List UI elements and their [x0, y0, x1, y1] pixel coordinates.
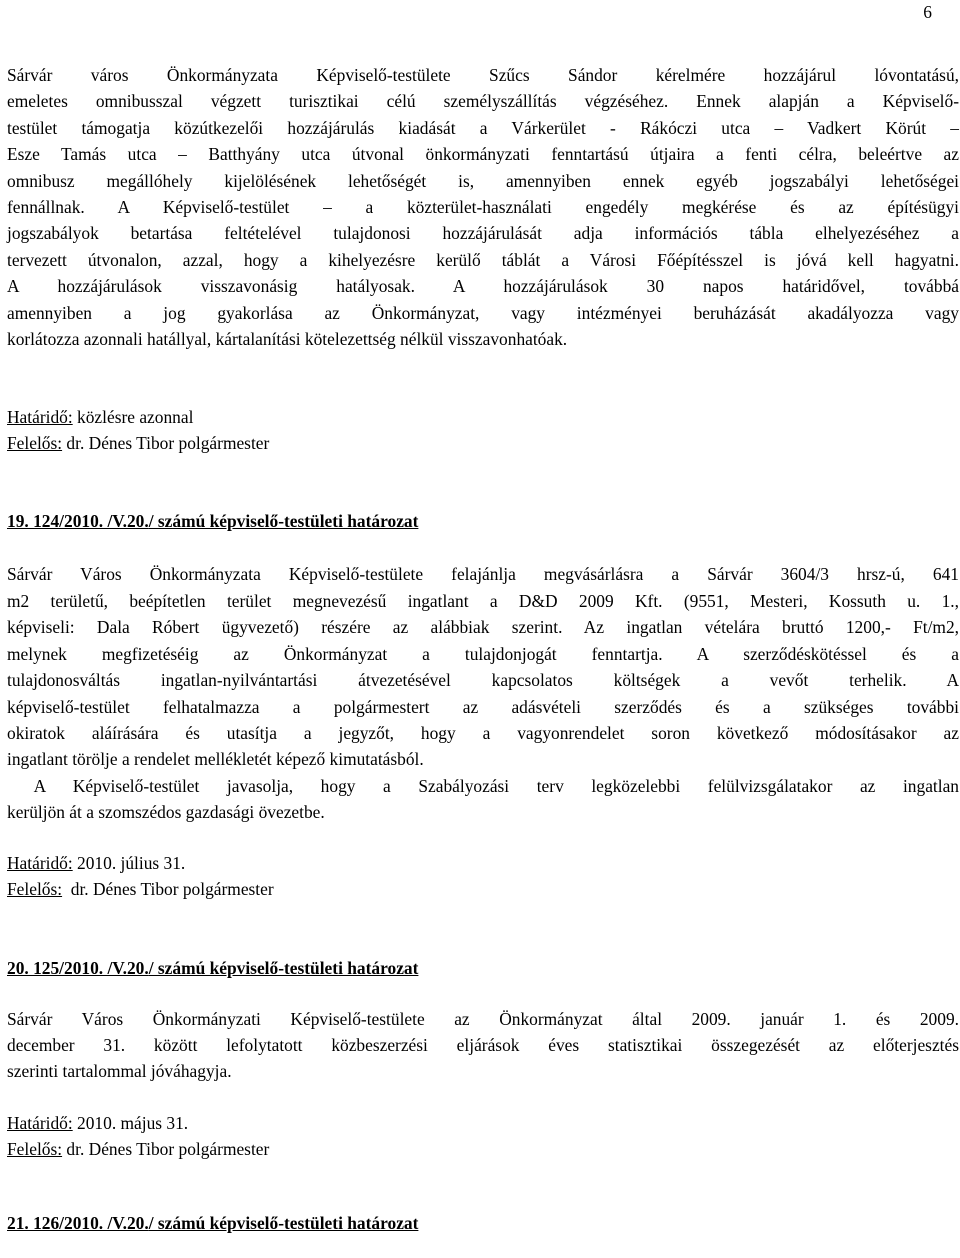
deadline-line [7, 404, 959, 430]
resolution-heading-19 [7, 508, 959, 534]
text-line: képviseli: Dala Róbert ügyvezető) részére az alábbiak szerint. Az ingatlan vételára bruttó 1200,- Ft/m2, [7, 617, 959, 638]
paragraph-resolution19 [7, 561, 959, 825]
deadline-label: Határidő: [7, 852, 73, 873]
responsible-line [7, 430, 959, 456]
text-line: testület támogatja közútkezelői hozzájárulás kiadását a Várkerület - Rákóczi utca – Vadkert Körút – [7, 117, 959, 138]
responsible-label: Felelős: [7, 1138, 63, 1159]
responsible-value: dr. Dénes Tibor polgármester [62, 1138, 270, 1159]
text-line: Sárvár Város Önkormányzata Képviselő-testülete felajánlja megvásárlásra a Sárvár 3604/3 hrsz-ú, 641 [7, 564, 959, 585]
text-line: Sárvár város Önkormányzata Képviselő-testülete Szűcs Sándor kérelmére hozzájárul lóvontatású, [7, 65, 959, 85]
deadline-line [7, 1110, 959, 1136]
deadline-value: 2010. július 31. [72, 852, 186, 873]
text-line: ingatlant törölje a rendelet mellékletét képező kimutatásból. [7, 749, 424, 770]
deadline-value: közlésre azonnal [72, 407, 194, 428]
heading-number: 20. 125/2010. /V.20. [7, 957, 149, 978]
text-line: december 31. között lefolytatott közbeszerzési eljárások éves statisztikai összegezését az előterjesztés [7, 1034, 959, 1055]
heading-number: 21. 126/2010. /V.20. [7, 1212, 149, 1233]
heading-rest: / számú képviselő-testületi határozat [148, 511, 419, 532]
deadline-value: 2010. május 31. [72, 1112, 189, 1133]
responsible-line [7, 1136, 959, 1162]
text-line: kerüljön át a szomszédos gazdasági övezetbe. [7, 802, 325, 823]
responsible-value: dr. Dénes Tibor polgármester [62, 878, 274, 899]
text-line: fennállnak. A Képviselő-testület – a közterület-használati engedély megkérése és az építésügyi [7, 197, 959, 218]
page-number: 6 [923, 2, 932, 22]
text-line: A Képviselő-testület javasolja, hogy a Szabályozási terv legközelebbi felülvizsgálatakor az ingatlan [7, 775, 959, 796]
resolution-heading-20 [7, 955, 959, 981]
deadline-line [7, 850, 959, 876]
heading-rest: / számú képviselő-testületi határozat [148, 957, 419, 978]
document-body [7, 62, 959, 1236]
text-line: Esze Tamás utca – Batthyány utca útvonal önkormányzati fenntartású útjaira a fenti célra, beleértve az [7, 144, 959, 165]
deadline-label: Határidő: [7, 1112, 73, 1133]
text-line: tulajdonosváltás ingatlan-nyilvántartási átvezetésével kapcsolatos költségek a vevőt terhelik. A [7, 670, 959, 691]
text-line: emeletes omnibusszal végzett turisztikai célú személyszállítás végzéséhez. Ennek alapján a Képviselő- [7, 91, 959, 112]
text-line: amennyiben a jog gyakorlása az Önkormányzat, vagy intézményei beruházását akadályozza vagy [7, 302, 959, 323]
text-line: tervezett útvonalon, azzal, hogy a kihelyezésre kerülő táblát a Városi Főépítésszel is jóvá kell hagyatni. [7, 249, 959, 270]
responsible-line [7, 876, 959, 902]
text-line: képviselő-testület felhatalmazza a polgármestert az adásvételi szerződés és a szükséges további [7, 696, 959, 717]
text-line: korlátozza azonnali hatállyal, kártalanítási kötelezettség nélkül visszavonhatóak. [7, 329, 568, 350]
paragraph-block1 [7, 62, 959, 352]
text-line: A hozzájárulások visszavonásig hatályosak. A hozzájárulások 30 napos határidővel, továbbá [7, 276, 959, 297]
resolution-heading-21 [7, 1210, 959, 1236]
text-line: okiratok aláírására és utasítja a jegyzőt, hogy a vagyonrendelet soron következő módosításakor az [7, 722, 959, 743]
deadline-label: Határidő: [7, 407, 73, 428]
heading-number: 19. 124/2010. /V.20. [7, 511, 149, 532]
responsible-label: Felelős: [7, 433, 63, 454]
responsible-label: Felelős: [7, 878, 63, 899]
text-line: melynek megfizetéséig az Önkormányzat a tulajdonjogát fenntartja. A szerződéskötéssel és a [7, 643, 959, 664]
heading-rest: / számú képviselő-testületi határozat [148, 1212, 419, 1233]
text-line: Sárvár Város Önkormányzati Képviselő-testülete az Önkormányzat által 2009. január 1. és 2009. [7, 1008, 959, 1029]
text-line: m2 területű, beépítetlen terület megnevezésű ingatlant a D&D 2009 Kft. (9551, Mesteri, Kossuth u. 1., [7, 590, 959, 611]
text-line: szerinti tartalommal jóváhagyja. [7, 1061, 232, 1082]
paragraph-resolution20 [7, 1006, 959, 1085]
text-line: jogszabályok betartása feltételével tulajdonosi hozzájárulását adja információs tábla elhelyezéséhez a [7, 223, 959, 244]
text-line: omnibusz megállóhely kijelölésének lehetőségét is, amennyiben ennek egyéb jogszabályi lehetőségei [7, 170, 959, 191]
responsible-value: dr. Dénes Tibor polgármester [62, 433, 270, 454]
